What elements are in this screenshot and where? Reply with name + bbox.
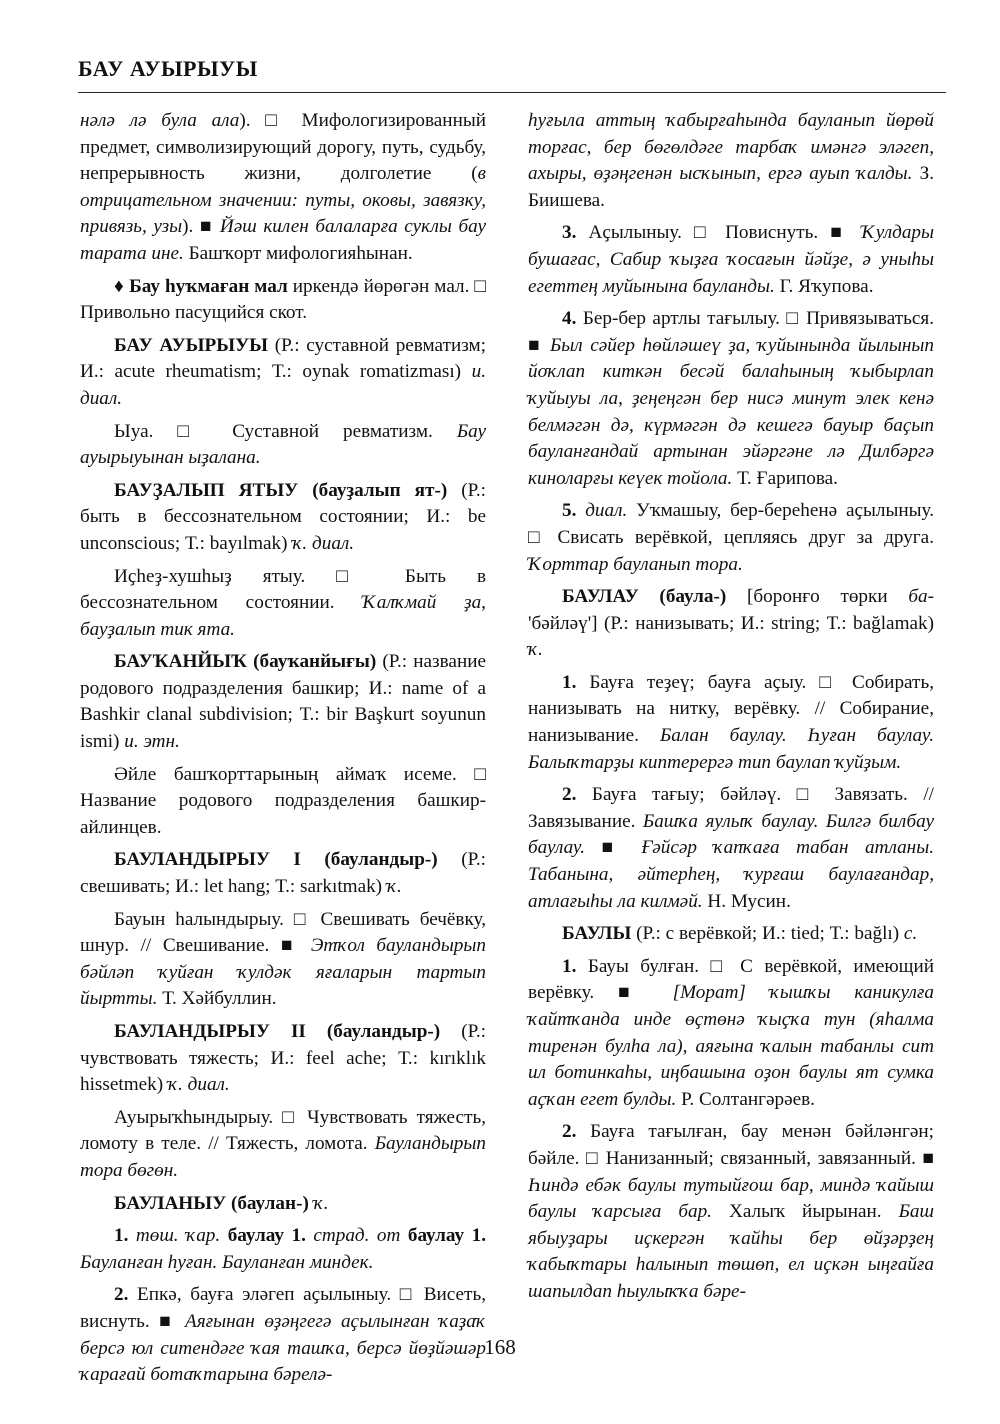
header-rule	[78, 92, 946, 93]
right-column	[528, 108, 934, 1312]
dictionary-paragraph: БАУҘАЛЫП ЯТЫУ (бауҙалып ят-) (Р.: быть в бессознательном состоянии; И.: be unconscious; Т.: bayılmak) ҡ. диал.	[80, 479, 486, 554]
dictionary-paragraph: Бауын һалындырыу. □ Свешивать бечёвку, шнур. // Свешивание. ■ Этҡол бауландырып бәйләп ҡуйған ҡулдәк яғаларын тартып йыртты. Т. Хәйбуллин.	[80, 908, 486, 1010]
dictionary-paragraph: БАУҠАНЙЫҠ (бауҡанйығы) (Р.: название родового подразделения башкир; И.: name of a Bashkir clanal subdivision; Т.: bir Başkurt soyunun ismi) и. этн.	[80, 651, 486, 753]
dictionary-paragraph: 5. диал. Уҡмашыу, бер-береһенә аҫылыныу. □ Свисать верёвкой, цепляясь друг за друга. Ҡорттар бауланып тора.	[528, 500, 934, 575]
dictionary-paragraph: 2. Бауға тағыу; бәйләү. □ Завязать. // Завязывание. Башҡа яулыҡ баулау. Билгә билбау баулау. ■ Ғәйсәр ҡапҡаға табан атланы. Табанына, әйтерһең, ҡурғаш баулағандар, атлағыһы ла килмәй. Н. Мусин.	[528, 784, 934, 912]
dictionary-paragraph: 4. Бер-бер артлы тағылыу. □ Привязываться. ■ Был сәйер һөйләшеү ҙа, ҡуйынында йылынып йоҡлап киткән бесәй балаһының ҡыбырлап ҡуйыуы ла, ҙеңеңгән бер нисә минут элек кенә белмәгән дә, күрмәгән дә кешегә бауыр баҫып бауланғандай артынан эйәргәне лә Дилбәргә киноларғы кеүек тойола. Т. Ғарипова.	[528, 308, 934, 489]
dictionary-paragraph: БАУЛАНДЫРЫУ I (бауландыр-) (Р.: свешивать; И.: let hang; Т.: sarkıtmak) ҡ.	[80, 849, 486, 898]
dictionary-paragraph: Иҫһеҙ-хушһыҙ ятыу. □ Быть в бессознательном состоянии. Ҡалҡмай ҙа, бауҙалып тик ята.	[80, 565, 486, 640]
dictionary-paragraph: 1. төш. ҡар. баулау 1. страд. от баулау 1. Бауланған һуған. Бауланған миндек.	[80, 1225, 487, 1273]
dictionary-paragraph: Ыуа. □ Суставной ревматизм. Бау ауырыуынан ыҙалана.	[80, 420, 486, 469]
dictionary-paragraph: ♦ Бау һуҡмаған мал иркендә йөрөгән мал. □ Привольно пасущийся скот.	[80, 275, 486, 324]
dictionary-paragraph: Әйле башҡорттарының аймаҡ исеме. □ Название родового подразделения башкир-айлинцев.	[80, 763, 486, 838]
dictionary-paragraph: 2. Епкә, бауға эләгеп аҫылыныу. □ Висеть, виснуть. ■ Аяғынан өҙәңгегә аҫылынған ҡаҙаҡ берсә юл ситендәге ҡая ташҡа, берсә йөҙйәшәр ҡарағай ботаҡтарына бәрелә-	[80, 1284, 486, 1386]
dictionary-paragraph: БАУ АУЫРЫУЫ (Р.: суставной ревматизм; И.: acute rheumatism; Т.: oynak romatizması) и. диал.	[80, 334, 486, 409]
dictionary-paragraph: һуғыла аттың ҡабырғаһында бауланып йөрөй торғас, бер бөгөлдәге тарбаҡ имәнгә эләгеп, ахыры, өҙәңгенән ысҡынып, ергә ауып ҡалды. З. Биишева.	[528, 110, 934, 211]
dictionary-paragraph: БАУЛЫ (Р.: с верёвкой; И.: tied; Т.: bağlı) с.	[562, 923, 918, 945]
dictionary-paragraph: 1. Бауы булған. □ С верёвкой, имеющий верёвку. ■ [Морат] ҡышҡы каникулға ҡайтҡанда инде өҫтөнә ҡыҫҡа тун (яһалма тиренән булһа ла), аяғына ҡалын табанлы сит ил ботинкаһы, иңбашына оҙон баулы ят сумка аҫҡан егет булды. Р. Солтангәрәев.	[528, 955, 934, 1110]
dictionary-paragraph: БАУЛАНЫУ (баулан-) ҡ.	[114, 1192, 329, 1214]
dictionary-paragraph: Ауырыҡһындырыу. □ Чувствовать тяжесть, ломоту в теле. // Тяжесть, ломота. Бауландырып тора бөгөн.	[80, 1106, 486, 1181]
page-number: 168	[484, 1335, 516, 1359]
dictionary-paragraph: нәлә лә була ала). □ Мифологизированный предмет, символизирующий дорогу, путь, судьбу, непрерывность жизни, долголетие (в отрицательном значении: путы, оковы, завязку, привязь, узы). ■ Йәш килен балаларға суклы бау тарата ине. Башҡорт мифологияһынан.	[80, 110, 486, 264]
dictionary-paragraph: БАУЛАНДЫРЫУ II (бауландыр-) (Р.: чувствовать тяжесть; И.: feel ache; Т.: kırıklık hissetmek) ҡ. диал.	[80, 1021, 486, 1096]
dictionary-paragraph: 1. Бауға теҙеү; бауға аҫыу. □ Собирать, нанизывать на нитку, верёвку. // Собирание, нанизывание. Балан баулау. Һуған баулау. Балыҡтарҙы киптерергә тип баулап ҡуйҙым.	[528, 671, 934, 773]
dictionary-paragraph: 3. Аҫылыныу. □ Повиснуть. ■ Ҡулдары бушағас, Сабир ҡыҙға ҡосағын йәйҙе, ә уныһы егеттең муйынына бауланды. Г. Яҡупова.	[528, 222, 934, 297]
running-head: БАУ АУЫРЫУЫ	[78, 56, 258, 81]
dictionary-paragraph: 2. Бауға тағылған, бау менән бәйләнгән; бәйле. □ Нанизанный; связанный, завязанный. ■ Һиндә ебәк баулы тутыйғош бар, миндә ҡайыш баулы ҡарсыға бар. Халыҡ йырынан. Баш ябыуҙары иҫкергән ҡайһы бер өйҙәрҙең ҡабыҡтары һалынып төшөп, ел иҫкән ыңғайға шапылдап һыулыҡҡа бәре-	[528, 1121, 934, 1302]
dictionary-paragraph: БАУЛАУ (баула-) [боронғо төрки ба- 'бәйләү'] (Р.: нанизывать; И.: string; Т.: bağlamak) ҡ.	[528, 586, 934, 661]
left-column	[80, 108, 486, 1395]
